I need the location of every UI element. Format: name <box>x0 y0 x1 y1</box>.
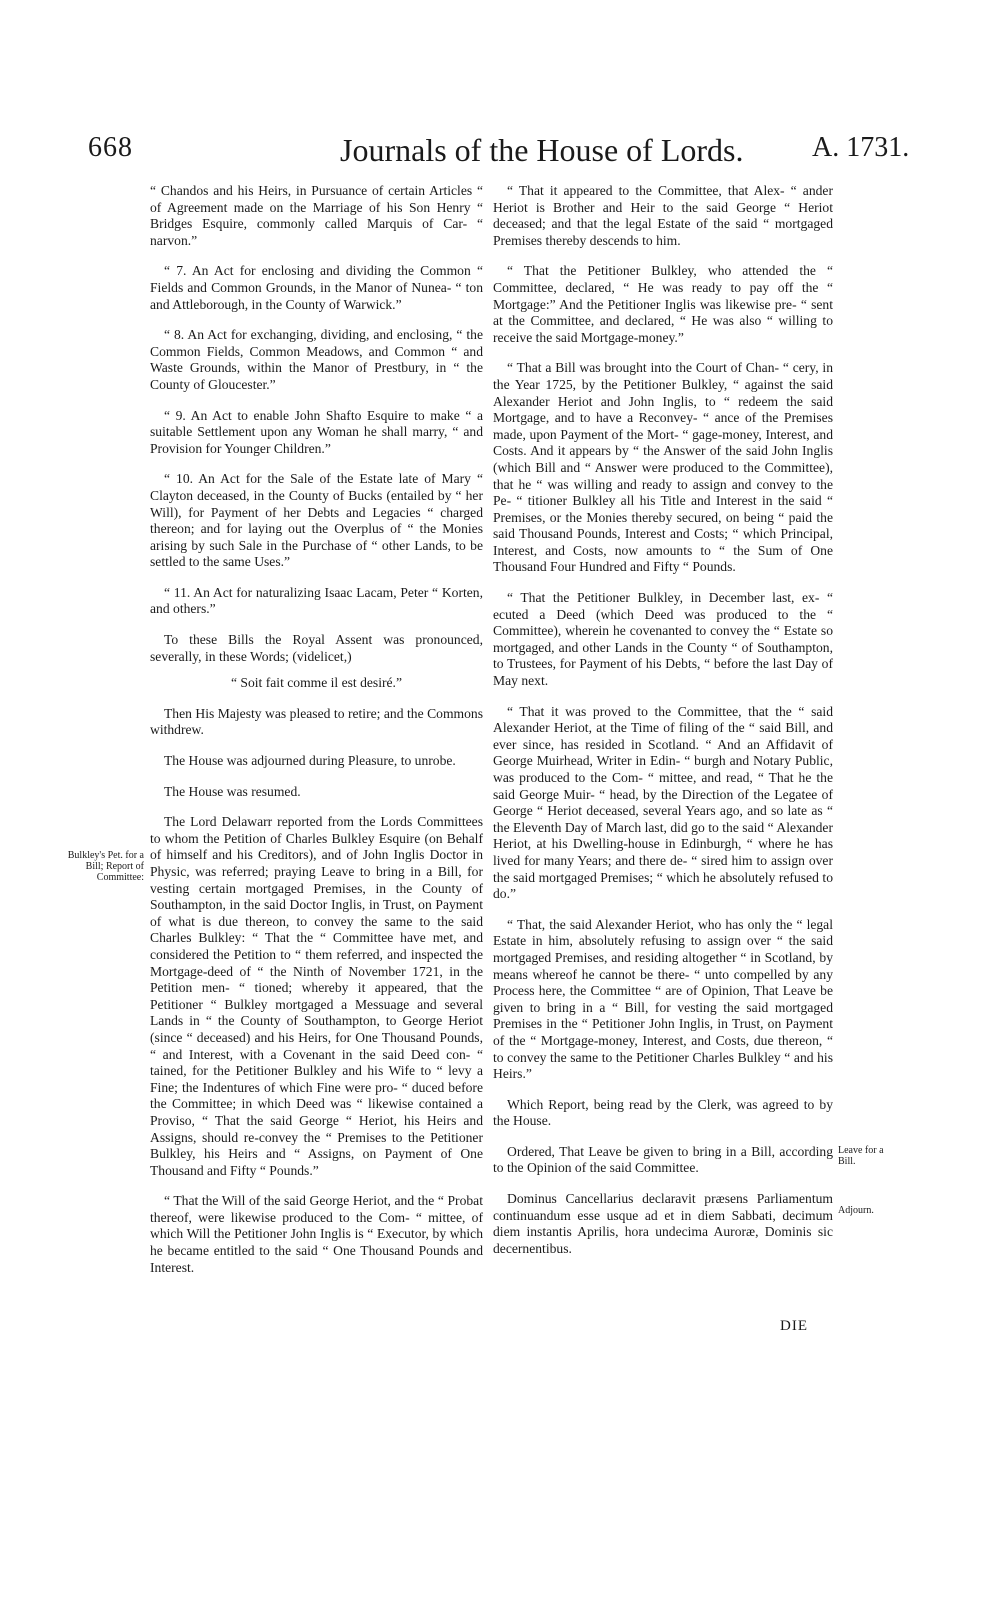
paragraph: “ 10. An Act for the Sale of the Estate late of Mary “ Clayton deceased, in the County of Bucks (entailed by “ her Will), for Payment of her Debts and Legacies “ charged thereon; and for laying out the Overplus of “ the Monies arising by such Sale in the Purchase of “ other Lands, to be settled to the same Uses.” <box>150 471 483 570</box>
paragraph: “ 9. An Act to enable John Shafto Esquire to make “ a suitable Settlement upon any Woman he shall marry, “ and Provision for Younger Children.” <box>150 407 483 456</box>
paragraph: “ That a Bill was brought into the Court of Chan- “ cery, in the Year 1725, by the Petitioner Bulkley, “ against the said Alexander Heriot and John Inglis, to “ redeem the said Mortgage, and to have a Reconvey- “ ance of the Premises made, upon Payment of the Mort- “ gage-money, Interest, and Costs. And it appears by “ the Answer of the said John Inglis (which Bill and “ Answer were produced to the Committee), that he “ was willing and ready to assign and convey to the Pe- “ titioner Bulkley all his Title and Interest in the said “ Premises, or the Monies thereby secured, on being “ paid the said Thousand Pounds, Interest and Costs; “ which Principal, Interest, and Costs, now amounts to “ the Sum of One Thousand Four Hundred and Fifty “ Pounds. <box>493 360 833 575</box>
margin-note-adjourn: Adjourn. <box>838 1205 874 1216</box>
paragraph: “ 8. An Act for exchanging, dividing, and enclosing, “ the Common Fields, Common Meadows, and Common “ and Waste Grounds, within the Manor of Prestbury, in “ the County of Gloucester.” <box>150 327 483 392</box>
left-column <box>150 183 483 1290</box>
paragraph: “ Soit fait comme il est desiré.” <box>230 675 402 691</box>
page-number: 668 <box>88 132 133 163</box>
margin-note-leave: Leave for a Bill. <box>838 1145 884 1167</box>
catchword: DIE <box>780 1318 808 1334</box>
paragraph: “ That it appeared to the Committee, that Alex- “ ander Heriot is Brother and Heir to the said George “ Heriot deceased; and that the legal Estate of the said “ mortgaged Premises thereby descends to him. <box>493 183 833 248</box>
paragraph: “ Chandos and his Heirs, in Pursuance of certain Articles “ of Agreement made on the Marriage of his Son Henry “ Bridges Esquire, commonly called Marquis of Car- “ narvon.” <box>150 183 483 248</box>
paragraph: To these Bills the Royal Assent was pronounced, severally, in these Words; (videlicet,) <box>150 632 483 664</box>
right-column <box>493 183 833 1271</box>
paragraph: The Lord Delawarr reported from the Lords Committees to whom the Petition of Charles Bulkley Esquire (on Behalf of himself and his Creditors), and of John Inglis Doctor in Physic, was referred; praying Leave to bring in a Bill, for vesting certain mortgaged Premises, in the County of Southampton, in the said Doctor Inglis, in Trust, on Payment of what is due thereon, to convey the same to the said Charles Bulkley: “ That the “ Committee have met, and considered the Petition to “ them referred, and inspected the Mortgage-deed of “ the Ninth of November 1721, in the Petition men- “ tioned; whereby it appeared, that the Petitioner “ Bulkley mortgaged a Messuage and several Lands in “ the County of Southampton, to George Heriot (since “ deceased) and his Heirs, for One Thousand Pounds, “ and Interest, with a Covenant in the said Deed con- “ tained, for the Petitioner Bulkley and his Wife to “ levy a Fine; the Indentures of which Fine were pro- “ duced before the Committee; in which Deed was “ likewise contained a Proviso, “ That the said George “ Heriot, his Heirs and Assigns, should re-convey the “ Premises to the Petitioner Bulkley, his Heirs and “ Assigns, on Payment of One Thousand and Fifty “ Pounds.” <box>150 814 483 1178</box>
margin-note-bulkley: Bulkley's Pet. for a Bill; Report of Committee: <box>67 850 144 883</box>
paragraph: “ That the Petitioner Bulkley, in December last, ex- “ ecuted a Deed (which Deed was produced to the “ Committee), wherein he covenanted to convey the “ Estate so mortgaged, and other Lands in the County “ of Southampton, to Trustees, for Payment of his Debts, “ before the last Day of May next. <box>493 590 833 689</box>
paragraph: “ 11. An Act for naturalizing Isaac Lacam, Peter “ Korten, and others.” <box>150 584 483 617</box>
paragraph: Then His Majesty was pleased to retire; and the Commons withdrew. <box>150 705 483 738</box>
page-title: Journals of the House of Lords. <box>340 132 744 168</box>
paragraph: The House was resumed. <box>164 783 301 799</box>
page-year: A. 1731. <box>812 132 910 163</box>
paragraph: “ That the Petitioner Bulkley, who attended the “ Committee, declared, “ He was ready to pay off the “ Mortgage:” And the Petitioner Inglis was likewise pre- “ sent at the Committee, and declared, “ He was also “ willing to receive the said Mortgage-money.” <box>493 263 833 345</box>
paragraph: Ordered, That Leave be given to bring in a Bill, according to the Opinion of the said Committee. <box>493 1143 833 1176</box>
paragraph: The House was adjourned during Pleasure, to unrobe. <box>164 753 456 769</box>
paragraph: “ That the Will of the said George Heriot, and the “ Probat thereof, were likewise produced to the Com- “ mittee, of which Will the Petitioner John Inglis is “ Executor, by which he became entitled to the said “ One Thousand Pounds and Interest. <box>150 1193 483 1275</box>
paragraph: “ That, the said Alexander Heriot, who has only the “ legal Estate in him, absolutely refusing to assign over “ the said mortgaged Premises, and residing altogether “ in Scotland, by means whereof he cannot be there- “ unto compelled by any Process here, the Committee “ are of Opinion, That Leave be given to bring in a “ Bill, for vesting the said mortgaged Premises in the “ Petitioner John Inglis, in Trust, on Payment of the “ Mortgage-money, Interest, and Costs, due thereon, “ to convey the same to the Petitioner Charles Bulkley “ and his Heirs.” <box>493 916 833 1082</box>
paragraph: Which Report, being read by the Clerk, was agreed to by the House. <box>493 1096 833 1129</box>
paragraph: Dominus Cancellarius declaravit præsens Parliamentum continuandum esse usque ad et in diem Sabbati, decimum diem instantis Aprilis, hora undecima Auroræ, Dominis sic decernentibus. <box>493 1191 833 1256</box>
paragraph: “ That it was proved to the Committee, that the “ said Alexander Heriot, at the Time of filing of the “ said Bill, and ever since, has resided in Scotland. “ And an Affidavit of George Muirhead, Writer in Edin- “ burgh and Notary Public, was produced to the Com- “ mittee, and read, “ That he the said George Muir- “ head, by the Direction of the Legatee of George “ Heriot deceased, several Years ago, and so late as “ the Eleventh Day of March last, did go to the said “ Alexander Heriot, at his Dwelling-house in Edinburgh, “ where he has lived for many Years; and there de- “ sired him to assign over the said mortgaged Premises; “ which he absolutely refused to do.” <box>493 703 833 902</box>
page-header <box>0 132 992 174</box>
paragraph: “ 7. An Act for enclosing and dividing the Common “ Fields and Common Grounds, in the Manor of Nunea- “ ton and Attleborough, in the County of Warwick.” <box>150 263 483 312</box>
